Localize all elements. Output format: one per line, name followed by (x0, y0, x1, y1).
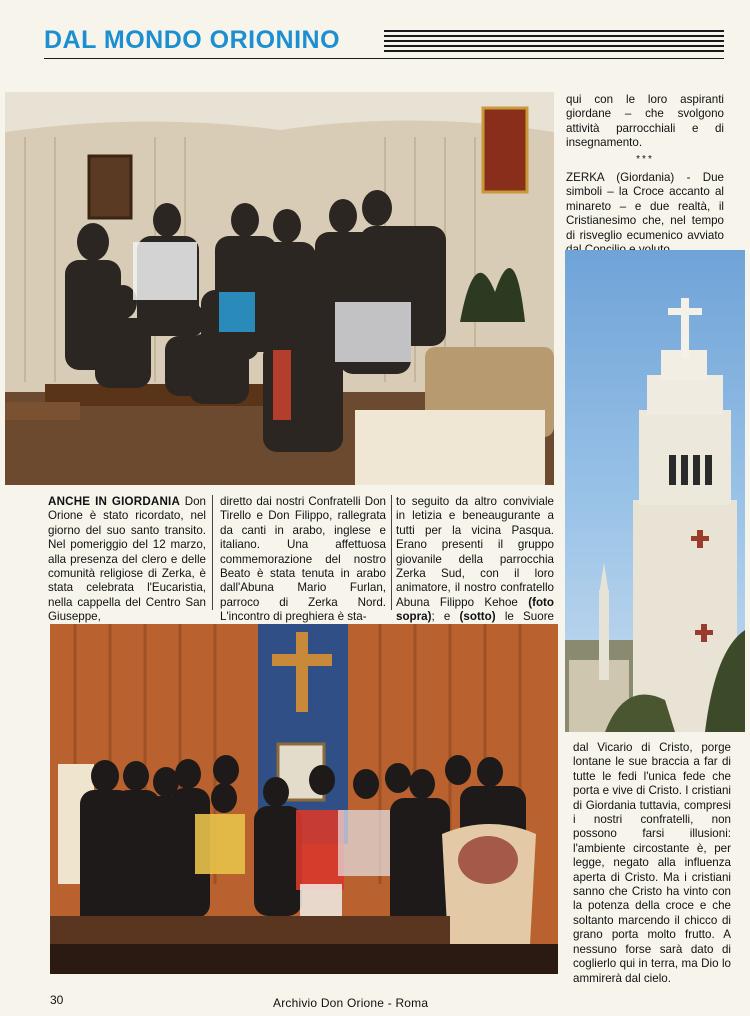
middle-col3-text-a: to seguito da altro conviviale in letizia e beneaugurante a tutti per la vicina Pasqua. Erano presenti il gruppo giovanile della parrocchia Zerka Sud, con il loro animatore, il nostro confratello Abuna Filippo Kehoe (396, 495, 554, 609)
top-right-column (566, 93, 724, 257)
column-divider (391, 495, 392, 610)
bottom-right-column (573, 741, 731, 986)
middle-col3-text-b: ; e (431, 610, 451, 624)
middle-column-1 (48, 495, 206, 625)
tower-photo (565, 250, 745, 732)
middle-col2-text: diretto dai nostri Confratelli Don Tirello e Don Filippo, rallegrata da canti in arabo, inglese e italiano. Una affettuosa commemorazione del nostro Beato è stata tenuta in arabo dall'Abuna Mario Furlan, parroco di Zerka Nord. L'incontro di preghiera è sta- (220, 495, 386, 624)
group-photo-men (5, 92, 554, 485)
middle-col1-text: Don Orione è stato ricordato, nel giorno del suo santo transito. Nel pomeriggio del 12 marzo, alla presenza del clero e delle comunità religiose di Zerka, è stata celebrata l'Eucaristia, nella cappella del Centro San Giuseppe, (48, 495, 206, 624)
section-title: DAL MONDO ORIONINO (44, 26, 341, 54)
top-right-paragraph-2: ZERKA (Giordania) - Due simboli – la Croce accanto al minareto – e due realtà, il Cristianesimo che, nel tempo di risveglio ecumenico avviato (566, 171, 724, 242)
bottom-right-text: dal Vicario di Cristo, porge lontane le sue braccia a far di tutte le fedi l'unica fede che porta e vive di Cristo. I cristiani di Giordania tuttavia, compresi i nostri confratelli, non possono farsi illusioni: l'ambiente circostante è, per legge, negato alla influenza aperta di Cristo. Ma i cristiani sanno che Cristo ha vinto con la potenza della croce e che soltanto marcendo il chicco di grano porta molto frutto. A nessuno forse sarà dato di coglierlo qui in terra, ma Dio lo ammirerà dal cielo. (573, 741, 731, 985)
photo-ref-below: (sotto) (459, 610, 496, 624)
middle-column-3 (396, 495, 554, 639)
middle-col3-text-c: le Suore (504, 610, 554, 624)
top-right-paragraph-1: qui con le loro aspiranti giordane – che svolgono attività parrocchiali e di insegnamento. (566, 93, 724, 150)
column-divider (212, 495, 213, 610)
header-baseline (44, 58, 724, 59)
photo-ref-above: (foto sopra) (396, 595, 554, 624)
section-stars: *** (636, 153, 654, 165)
group-photo-sisters (50, 624, 558, 974)
page-number: 30 (50, 993, 64, 1007)
article-lead: ANCHE IN GIORDANIA (48, 495, 181, 508)
archive-footer: Archivio Don Orione - Roma (273, 996, 429, 1010)
header-rules (384, 30, 724, 54)
middle-column-2 (220, 495, 386, 625)
